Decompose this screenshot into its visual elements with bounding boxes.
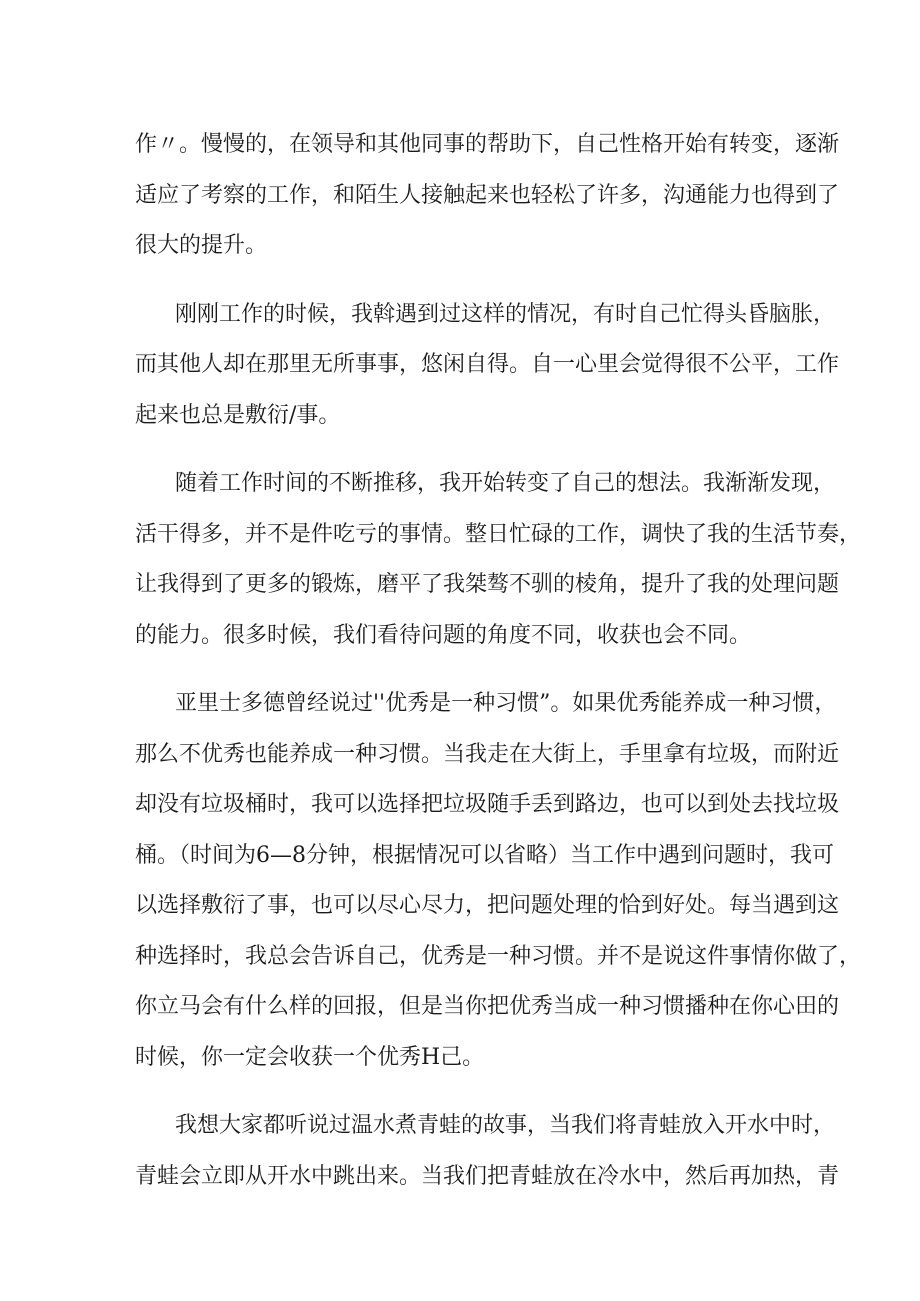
text-line: 的能力。很多时候，我们看待问题的角度不同，收获也会不同。 [135,622,752,648]
paragraph-5 [135,1101,840,1202]
text-line: 让我得到了更多的锻炼，磨平了我桀骜不驯的棱角，提升了我的处理问题 [135,572,840,597]
text-line: 活干得多，并不是件吃亏的事情。整日忙碌的工作，调快了我的生活节奏， [135,521,862,547]
paragraph-4 [135,679,862,1083]
text-line: 适应了考察的工作，和陌生人接触起来也轻松了许多，沟通能力也得到了 [135,182,840,208]
text-line: 作〃。慢慢的，在领导和其他同事的帮助下，自己性格开始有转变，逐渐 [135,132,840,157]
text-line: 而其他人却在那里无所事事，悠闲自得。自一心里会觉得很不公平，工作 [135,352,840,377]
paragraph-3 [135,459,862,661]
text-line: 你立马会有什么样的回报，但是当你把优秀当成一种习惯播种在你心田的 [135,994,840,1019]
paragraph-1 [135,120,840,272]
text-line: 时候，你一定会收获一个优秀H己。 [135,1044,485,1070]
text-line: 种选择时，我总会告诉自己，优秀是一种习惯。并不是说这件事情你做了， [135,943,862,969]
text-line: 亚里士多德曾经说过''优秀是一种习惯”。如果优秀能养成一种习惯， [175,691,837,716]
text-line: 桶。（时间为6—8分钟，根据情况可以省略）当工作中遇到问题时，我可 [135,842,834,868]
paragraph-2 [135,290,840,442]
text-line: 那么不优秀也能养成一种习惯。当我走在大街上，手里拿有垃圾，而附近 [135,741,840,767]
text-line: 我想大家都听说过温水煮青蛙的故事，当我们将青蛙放入开水中时， [175,1113,836,1138]
text-line: 起来也总是敷衍/事。 [135,402,341,428]
text-line: 却没有垃圾桶时，我可以选择把垃圾随手丢到路边，也可以到处去找垃圾 [135,792,840,817]
text-line: 青蛙会立即从开水中跳出来。当我们把青蛙放在冷水中，然后再加热，青 [135,1163,840,1189]
text-line: 随着工作时间的不断推移，我开始转变了自己的想法。我渐渐发现， [175,471,836,496]
text-line: 很大的提升。 [135,233,268,258]
document-body [135,120,862,1220]
text-line: 刚刚工作的时候，我斡遇到过这样的情况，有时自己忙得头昏脑胀， [175,301,836,327]
text-line: 以选择敷衍了事，也可以尽心尽力，把问题处理的恰到好处。每当遇到这 [135,893,840,918]
